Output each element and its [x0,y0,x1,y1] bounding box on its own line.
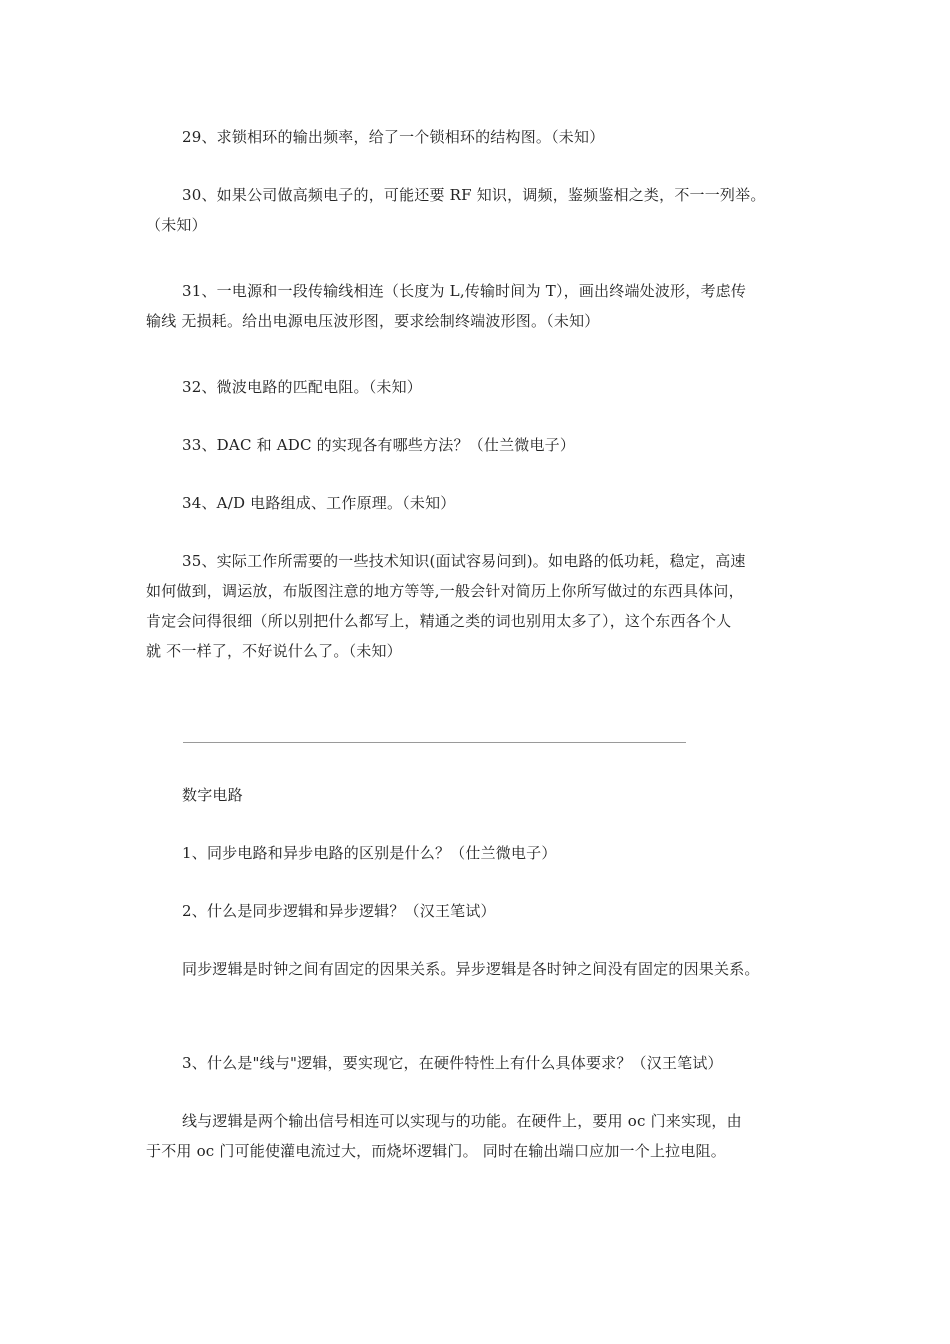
digital-answer-3 [146,1106,806,1166]
text-line: 肯定会问得很细（所以别把什么都写上，精通之类的词也别用太多了），这个东西各个人 [146,612,732,630]
question-30 [146,180,806,240]
question-31 [146,276,806,336]
digital-question-2 [146,896,806,926]
digital-question-1 [146,838,806,868]
text-line: 输线 无损耗。给出电源电压波形图，要求绘制终端波形图。（未知） [146,312,600,330]
text-line: 同步逻辑是时钟之间有固定的因果关系。异步逻辑是各时钟之间没有固定的因果关系。 [182,960,760,978]
text-line: 29、求锁相环的输出频率，给了一个锁相环的结构图。（未知） [182,128,605,146]
section-heading-digital [146,780,806,810]
text-line: 1、同步电路和异步电路的区别是什么？（仕兰微电子） [182,844,557,862]
text-line: （未知） [146,216,207,234]
digital-answer-2 [146,954,806,984]
text-line: 32、微波电路的匹配电阻。（未知） [182,378,422,396]
text-line: 30、如果公司做高频电子的，可能还要 RF 知识，调频，鉴频鉴相之类，不一一列举。 [182,186,766,204]
question-32 [146,372,806,402]
section-divider [183,742,686,743]
question-29 [146,122,806,152]
text-line: 35、实际工作所需要的一些技术知识(面试容易问到)。如电路的低功耗，稳定，高速 [182,552,746,570]
question-33 [146,430,806,460]
digital-question-3 [146,1048,806,1078]
text-line: 34、A/D 电路组成、工作原理。（未知） [182,494,456,512]
text-line: 3、什么是"线与"逻辑，要实现它，在硬件特性上有什么具体要求？（汉王笔试） [182,1054,723,1072]
text-line: 就 不一样了，不好说什么了。（未知） [146,642,402,660]
text-line: 如何做到，调运放，布版图注意的地方等等,一般会针对简历上你所写做过的东西具体问， [146,582,744,600]
text-line: 数字电路 [182,786,243,804]
text-line: 31、一电源和一段传输线相连（长度为 L,传输时间为 T），画出终端处波形，考虑传 [182,282,747,300]
question-35 [146,546,806,666]
text-line: 线与逻辑是两个输出信号相连可以实现与的功能。在硬件上，要用 oc 门来实现，由 [182,1112,742,1130]
question-34 [146,488,806,518]
text-line: 于不用 oc 门可能使灌电流过大，而烧坏逻辑门。 同时在输出端口应加一个上拉电阻。 [146,1142,726,1160]
text-line: 33、DAC 和 ADC 的实现各有哪些方法？（仕兰微电子） [182,436,576,454]
text-line: 2、什么是同步逻辑和异步逻辑？（汉王笔试） [182,902,496,920]
